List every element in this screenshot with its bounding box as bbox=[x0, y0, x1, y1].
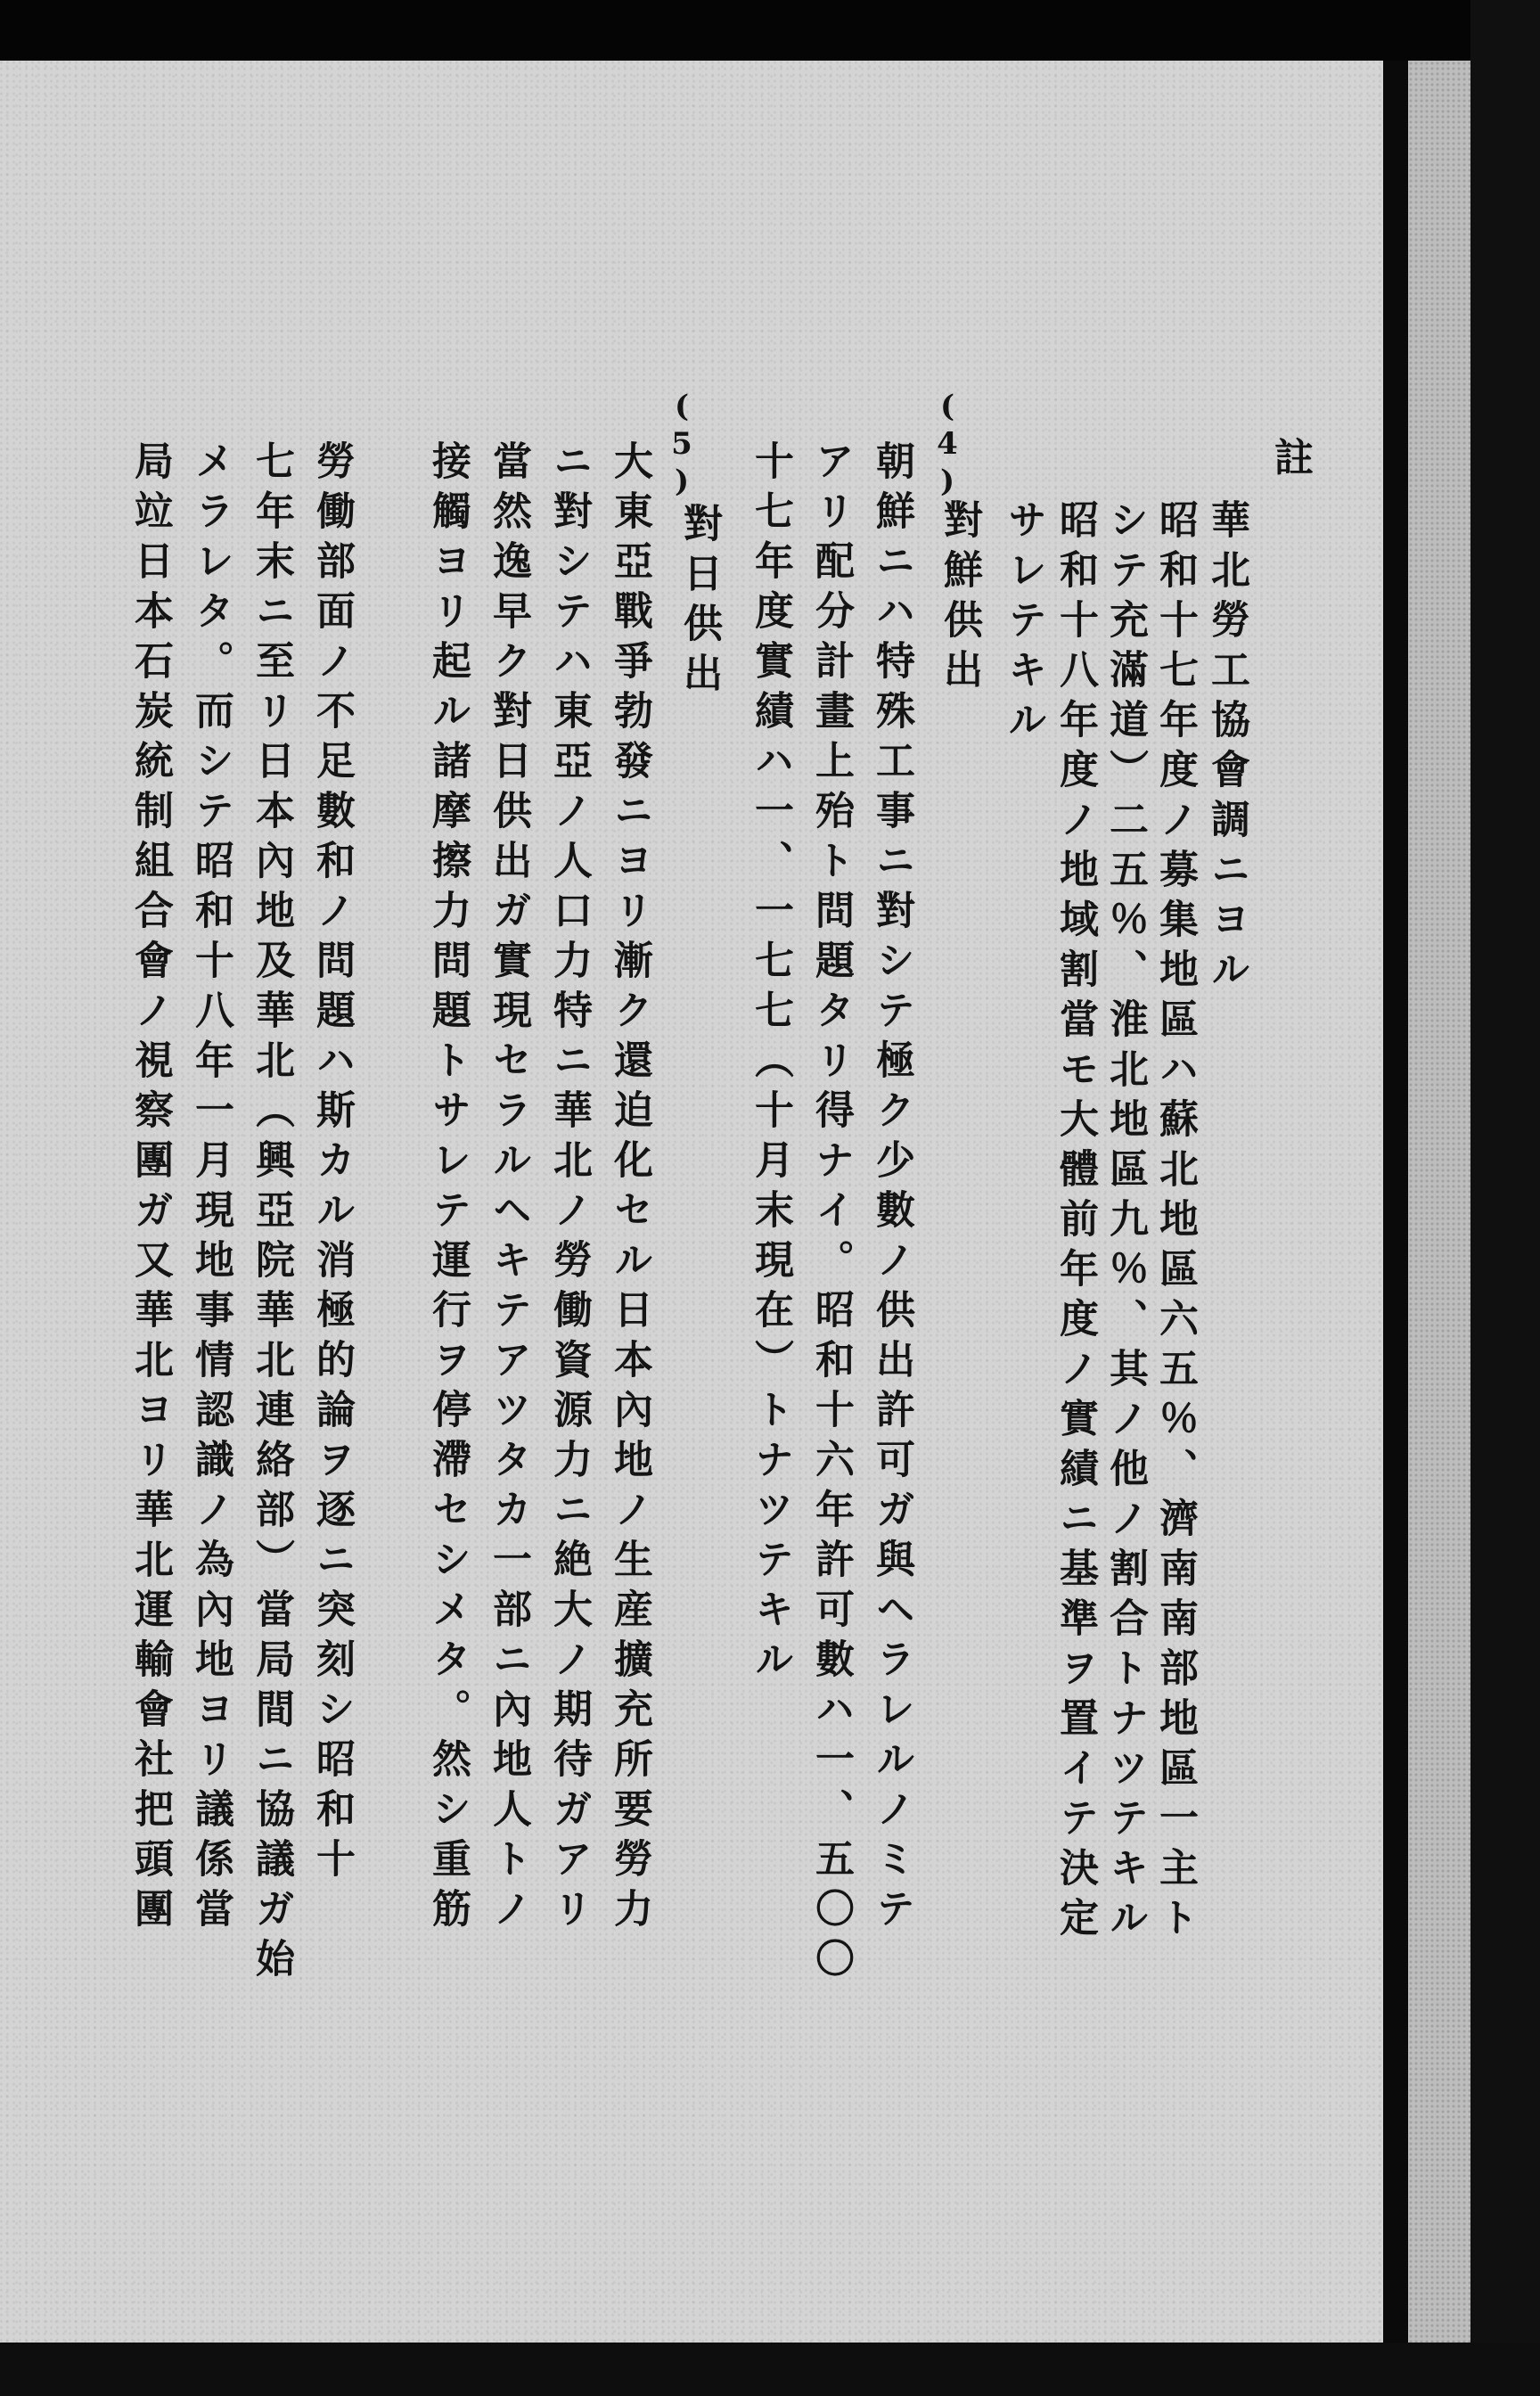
text-column-7: 朝鮮ニハ特殊工事ニ對シテ極ク少數ノ供出許可ガ與ヘラレルノミテ bbox=[869, 440, 914, 1938]
scan-bottom-border bbox=[0, 2343, 1540, 2396]
text-column-8: アリ配分計畫上殆ト問題タリ得ナイ。昭和十六年許可數ハ一、五〇〇 bbox=[808, 440, 854, 1988]
text-column-2: 昭和十七年度ノ募集地區ハ蘇北地區六五％、濟南南部地區一主ト bbox=[1152, 499, 1198, 1947]
text-column-1: 華北勞工協會調ニヨル bbox=[1204, 499, 1249, 998]
text-column-3: シテ充滿道）二五％、淮北地區九％、其ノ他ノ割合トナツテキル bbox=[1102, 499, 1148, 1947]
text-column-5: サレテキル bbox=[1001, 499, 1046, 749]
adjacent-page-strip bbox=[1408, 61, 1470, 2378]
text-column-11: 大東亞戰爭勃發ニヨリ漸ク還迫化セル日本內地ノ生産擴充所要勞力 bbox=[607, 440, 652, 1938]
text-column-12: ニ對シテハ東亞ノ人口力特ニ華北ノ勞働資源力ニ絶大ノ期待ガアリ bbox=[546, 440, 592, 1938]
heading-tai-nichi: 對日供出 bbox=[676, 503, 722, 702]
text-column-13: 當然逸早ク對日供出ガ實現セラルヘキテアツタカ一部ニ內地人トノ bbox=[486, 440, 531, 1938]
section-marker-4: (4) bbox=[930, 389, 965, 501]
scan-right-border bbox=[1470, 0, 1540, 2396]
page-edge-shadow bbox=[1383, 61, 1408, 2378]
section-marker-5: (5) bbox=[664, 389, 700, 501]
note-label: 註 bbox=[1267, 437, 1313, 485]
text-column-4: 昭和十八年度ノ地域割當モ大體前年度ノ實績ニ基準ヲ置イテ決定 bbox=[1053, 499, 1098, 1947]
text-column-16: 七年末ニ至リ日本內地及華北（興亞院華北連絡部）當局間ニ協議ガ始 bbox=[249, 440, 294, 1988]
heading-tai-sen: 對鮮供出 bbox=[937, 499, 982, 699]
text-column-17: メラレタ。而シテ昭和十八年一月現地事情認識ノ為內地ヨリ議係當 bbox=[188, 440, 233, 1938]
text-column-18: 局竝日本石炭統制組合會ノ視察團ガ又華北ヨリ華北運輸會社把頭團 bbox=[127, 440, 173, 1938]
text-column-14: 接觸ヨリ起ル諸摩擦力問題トサレテ運行ヲ停滯セシメタ。然シ重筋 bbox=[425, 440, 471, 1938]
text-column-15: 勞働部面ノ不足數和ノ問題ハ斯カル消極的論ヲ逐ニ突刻シ昭和十 bbox=[309, 440, 355, 1888]
scan-top-border bbox=[0, 0, 1540, 62]
text-column-9: 十七年度實績ハ一、一七七（十月末現在）トナツテキル bbox=[748, 440, 793, 1688]
